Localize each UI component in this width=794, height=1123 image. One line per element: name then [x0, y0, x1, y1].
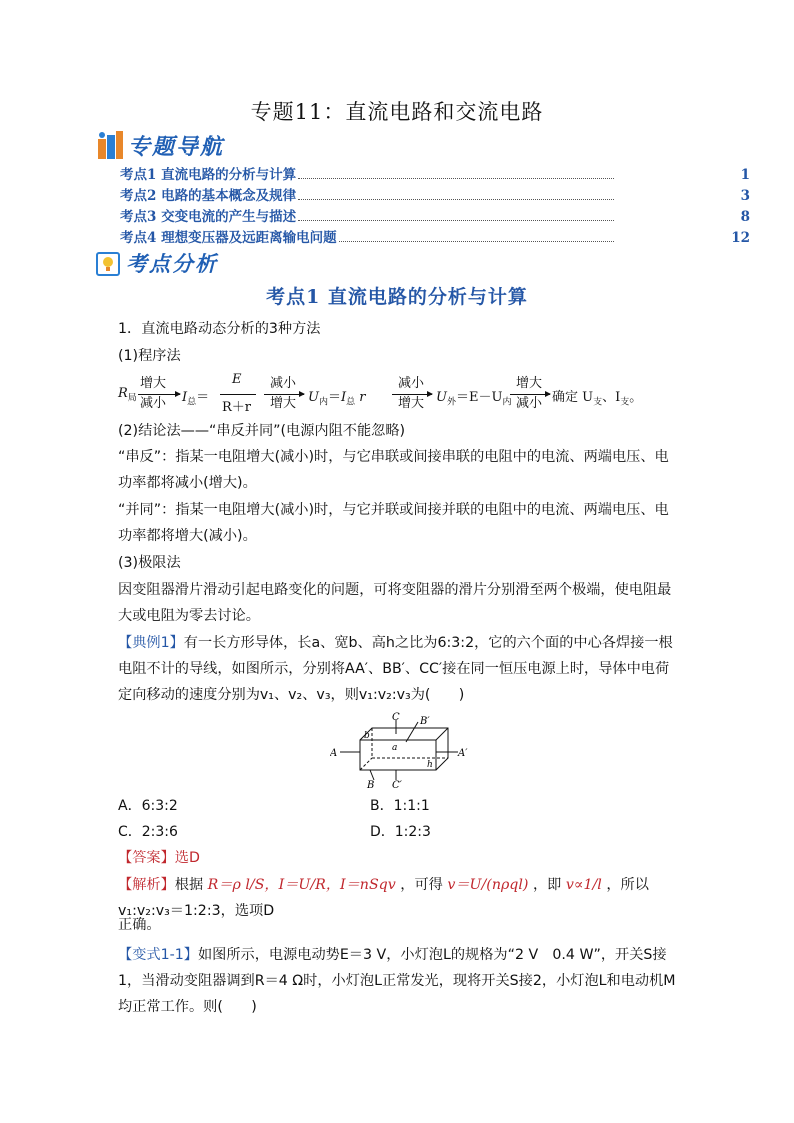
paragraph: “并同”：指某一电阻增大(减小)时，与它并联或间接并联的电阻中的电流、两端电压、电功率都将增大(减小)。	[118, 502, 669, 544]
f-dec: 减小	[516, 396, 543, 411]
toc-label: 考点1 直流电路的分析与计算	[120, 167, 297, 183]
toc-page: 1	[740, 167, 750, 183]
answer-text: 选D	[174, 850, 200, 866]
explain-formula: R＝ρ l/S，I＝U/R，I＝nSqv	[203, 877, 401, 893]
label-B2: B′	[420, 716, 430, 727]
option-d[interactable]: D．1:2:3	[370, 824, 431, 840]
f-inc: 增大	[140, 376, 167, 391]
example-tag: 【典例1】	[118, 635, 184, 651]
toc-leader	[298, 210, 614, 221]
answer	[118, 845, 676, 871]
label-A: A	[330, 748, 338, 759]
toc-page: 3	[740, 188, 750, 204]
f-r: R	[118, 386, 128, 401]
explain-b: ，可得	[400, 877, 443, 893]
explain-formula-2: v＝U/(nρql)	[442, 877, 533, 893]
toc-leader	[298, 189, 614, 200]
f-i: I	[182, 390, 188, 405]
f-dec: 减小	[140, 396, 167, 411]
nav-header	[96, 128, 224, 162]
label-C2: C′	[392, 780, 402, 790]
explain-c: ，即	[532, 877, 562, 893]
arrow-icon	[264, 394, 304, 395]
f-r: r	[359, 390, 366, 405]
section-title: 考点1 直流电路的分析与计算	[266, 286, 528, 308]
toc-row[interactable]	[120, 205, 750, 226]
f-u: U	[308, 390, 319, 405]
toc-row[interactable]	[120, 226, 750, 247]
explain-tag: 【解析】	[118, 877, 175, 893]
f-end: 。	[629, 390, 643, 405]
f-i-sub: 总	[346, 397, 356, 408]
toc-row[interactable]	[120, 184, 750, 205]
f-u-sub: 内	[502, 397, 512, 408]
explain-a: 根据	[174, 877, 204, 893]
label-b: b	[364, 731, 370, 741]
f-inc: 增大	[398, 396, 425, 411]
f-u-sub: 内	[318, 397, 328, 408]
label-a: a	[392, 743, 398, 753]
lightbulb-book-icon	[96, 249, 122, 277]
variant-text: 如图所示，电源电动势E＝3 V，小灯泡L的规格为“2 V 0.4 W”，开关S接1，当滑动变阻器调到R＝4 Ω时，小灯泡L正常发光，现将开关S接2，小灯泡L和电动机M均正常工作。则( )	[118, 947, 676, 1015]
f-eq: ＝	[196, 390, 210, 405]
toc-leader	[339, 231, 614, 242]
option-a[interactable]: A．6:3:2	[118, 798, 178, 814]
label-h: h	[427, 760, 433, 770]
book-pen-icon	[96, 129, 126, 161]
toc-label: 考点2 电路的基本概念及规律	[120, 188, 297, 204]
program-formula	[118, 374, 678, 414]
f-u: U	[436, 390, 447, 405]
label-A2: A′	[458, 748, 468, 759]
variant-1-1	[118, 942, 676, 1020]
paragraph: “串反”：指某一电阻增大(减小)时，与它串联或间接串联的电阻中的电流、两端电压、电功率都将减小(增大)。	[118, 449, 669, 491]
f-u-sub: 外	[446, 397, 456, 408]
f-Rr: R＋r	[222, 400, 252, 415]
label-C: C	[392, 712, 400, 723]
option-b[interactable]: B．1:1:1	[370, 798, 430, 814]
example-text: 有一长方形导体，长a、宽b、高h之比为6:3:2，它的六个面的中心各焊接一根电阻不计的导线，如图所示，分别将AA′、BB′、CC′接在同一恒压电源上时，导体中电荷定向移动的速度分别为v₁、v₂、v₃，则v₁:v₂:v₃为( )	[118, 635, 673, 703]
toc-label: 考点4 理想变压器及远距离输电问题	[120, 230, 337, 246]
page-title: 专题11：直流电路和交流电路	[250, 100, 544, 124]
paragraph: 因变阻器滑片滑动引起电路变化的问题，可将变阻器的滑片分别滑至两个极端，使电阻最大或电阻为零去讨论。	[118, 582, 672, 624]
option-c[interactable]: C．2:3:6	[118, 824, 178, 840]
answer-tag: 【答案】	[118, 850, 175, 866]
f-inc: 增大	[270, 396, 297, 411]
f-branch: 支	[620, 397, 630, 408]
analysis-header-text: 考点分析	[126, 251, 218, 276]
toc-row[interactable]	[120, 163, 750, 184]
example-1	[118, 630, 676, 708]
nav-header-text: 专题导航	[128, 133, 225, 160]
toc-page: 12	[731, 230, 750, 246]
f-i-sub: 总	[187, 397, 197, 408]
arrow-icon	[510, 394, 550, 395]
f-i: I	[341, 390, 347, 405]
toc-leader	[298, 168, 614, 179]
arrow-icon	[138, 394, 180, 395]
toc-page: 8	[740, 209, 750, 225]
explanation-end: 正确。	[118, 917, 161, 933]
f-inc: 增大	[516, 376, 543, 391]
f-E: E	[232, 372, 242, 387]
paragraph: (3)极限法	[118, 555, 181, 571]
f-eq: ＝E－U	[455, 390, 503, 405]
f-eq: ＝	[327, 390, 341, 405]
paragraph: (2)结论法——“串反并同”(电源内阻不能忽略)	[118, 423, 406, 439]
f-dec: 减小	[270, 376, 297, 391]
toc-label: 考点3 交变电流的产生与描述	[120, 209, 297, 225]
f-r-sub: 局	[127, 393, 137, 404]
explanation	[118, 872, 676, 919]
label-B: B	[367, 780, 375, 790]
variant-tag: 【变式1-1】	[118, 947, 198, 963]
explain-formula-3: v∝1/l	[561, 877, 607, 893]
paragraph: (1)程序法	[118, 348, 181, 364]
f-branch: 支	[593, 397, 603, 408]
f-confirm: 确定 U	[552, 390, 594, 405]
toc	[120, 163, 750, 247]
explain-d: ，所以 v₁:v₂:v₃＝1:2:3，选项D	[118, 877, 649, 919]
f-dec: 减小	[398, 376, 425, 391]
arrow-icon	[392, 394, 432, 395]
analysis-header	[96, 248, 218, 278]
cuboid-diagram	[330, 712, 470, 790]
paragraph: 1．直流电路动态分析的3种方法	[118, 321, 321, 337]
f-ci: 、I	[602, 390, 621, 405]
